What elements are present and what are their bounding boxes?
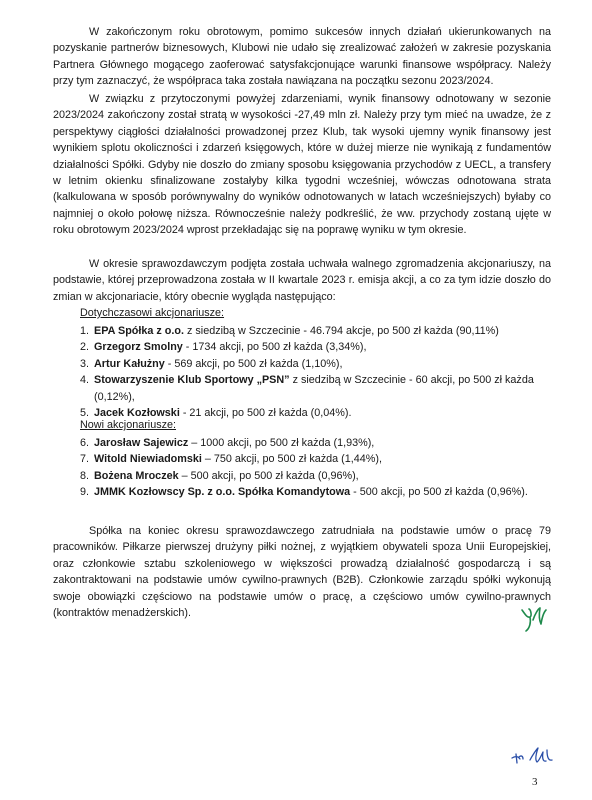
existing-shareholders-heading: Dotychczasowi akcjonariusze: <box>80 307 225 319</box>
list-item <box>80 484 550 500</box>
shareholder-name: Stowarzyszenie Klub Sportowy „PSN” <box>94 374 290 387</box>
shareholder-detail: - 569 akcji, po 500 zł każda (1,10%), <box>164 357 343 370</box>
initials-signature-green <box>519 600 549 634</box>
shareholder-name: Artur Kałużny <box>94 357 165 370</box>
shareholder-name: Grzegorz Smolny <box>94 341 183 354</box>
item-number: 1. <box>80 325 90 337</box>
initials-signature-blue <box>510 744 556 766</box>
item-number: 6. <box>80 437 90 449</box>
shareholder-detail: – 500 akcji, po 500 zł każda (0,96%), <box>178 469 359 482</box>
list-item <box>80 323 550 339</box>
page-number: 3 <box>532 776 538 788</box>
new-shareholders-list <box>80 435 550 501</box>
paragraph-share-issue: W okresie sprawozdawczym podjęta została uchwała walnego zgromadzenia akcjonariuszy, na podstawie, której przeprowadzona została w II kwartale 2023 r. emisja akcji, a co za tym idzie doszło do zmian w akcjonariacie, który obecnie wygląda następująco: <box>53 258 551 303</box>
item-number: 2. <box>80 341 90 354</box>
paragraph-partner: W zakończonym roku obrotowym, pomimo sukcesów innych działań ukierunkowanych na pozyskanie partnerów biznesowych, Klubowi nie udało się zrealizować założeń w zakresie pozyskania Partnera Głównego mogącego zaoferować satysfakcjonujące warunki finansowe współpracy. Należy przy tym zaznaczyć, że współpraca taka została nawiązana na początku sezonu 2023/2024. <box>53 26 551 88</box>
list-item <box>80 372 550 405</box>
item-number: 4. <box>80 374 90 387</box>
shareholder-detail: - 500 akcji, po 500 zł każda (0,96%). <box>350 486 528 499</box>
item-number: 3. <box>80 357 90 370</box>
shareholder-name: JMMK Kozłowscy Sp. z o.o. Spółka Komandytowa <box>94 486 351 499</box>
list-item <box>80 451 550 467</box>
item-number: 7. <box>80 453 90 466</box>
shareholder-name: Bożena Mroczek <box>94 469 179 482</box>
list-item <box>80 435 550 451</box>
shareholder-name: EPA Spółka z o.o. <box>94 325 184 337</box>
paragraph-financial-result: W związku z przytoczonymi powyżej zdarzeniami, wynik finansowy odnotowany w sezonie 2023/2024 zakończony został stratą w wysokości -27,49 mln zł. Należy przy tym mieć na uwadze, że z perspektywy ciągłości działalności prowadzonej przez Klub, tak wysoki ujemny wynik finansowy jest wynikiem splotu okoliczności i zdarzeń księgowych, które w dużej mierze nie wynikają z fundamentów działalności Spółki. Gdyby nie doszło do zmiany sposobu księgowania przychodów z UECL, a transfery w letnim okienku sfinalizowane zostałyby kilka tygodni wcześniej, wówczas odnotowana strata (kalkulowana w sposób porównywalny do wyników odnotowanych w latach wcześniejszych) byłaby co najmniej o około połowę niższa. Równocześnie należy podkreślić, że ww. przychody zostaną ujęte w roku obrotowym 2023/2024 wprost przekładając się na poprawę wyniku w tym okresie. <box>53 93 551 237</box>
item-number: 8. <box>80 469 90 482</box>
existing-shareholders-list <box>80 323 550 421</box>
shareholder-detail: z siedzibą w Szczecinie - 46.794 akcje, po 500 zł każda (90,11%) <box>184 325 499 337</box>
shareholder-detail: – 750 akcji, po 500 zł każda (1,44%), <box>201 453 382 466</box>
shareholder-name: Jacek Kozłowski <box>94 407 180 420</box>
shareholder-detail: - 21 akcji, po 500 zł każda (0,04%). <box>179 407 352 420</box>
shareholder-name: Witold Niewiadomski <box>94 453 202 466</box>
item-number: 5. <box>80 407 90 420</box>
list-item <box>80 356 550 372</box>
list-item <box>80 468 550 484</box>
shareholder-detail: - 1734 akcji, po 500 zł każda (3,34%), <box>182 341 367 354</box>
new-shareholders-heading: Nowi akcjonariusze: <box>80 419 177 431</box>
item-number: 9. <box>80 486 90 499</box>
shareholder-detail: z siedzibą w Szczecinie - 60 akcji, po 500 zł każda (0,12%), <box>94 374 534 403</box>
shareholder-detail: – 1000 akcji, po 500 zł każda (1,93%), <box>188 437 375 449</box>
list-item <box>80 339 550 355</box>
paragraph-employees: Spółka na koniec okresu sprawozdawczego zatrudniała na podstawie umów o pracę 79 pracowników. Piłkarze pierwszej drużyny piłki nożnej, z wyjątkiem obywateli spoza Unii Europejskiej, oraz członkowie sztabu szkoleniowego w większości prowadzą działalność gospodarczą i są zakontraktowani na podstawie umów cywilno-prawnych (B2B). Członkowie zarządu spółki wykonują swoje obowiązki częściowo na podstawie umów o pracę, a częściowo umów cywilno-prawnych (kontraktów menadżerskich). <box>53 525 551 620</box>
shareholder-name: Jarosław Sajewicz <box>94 437 189 449</box>
